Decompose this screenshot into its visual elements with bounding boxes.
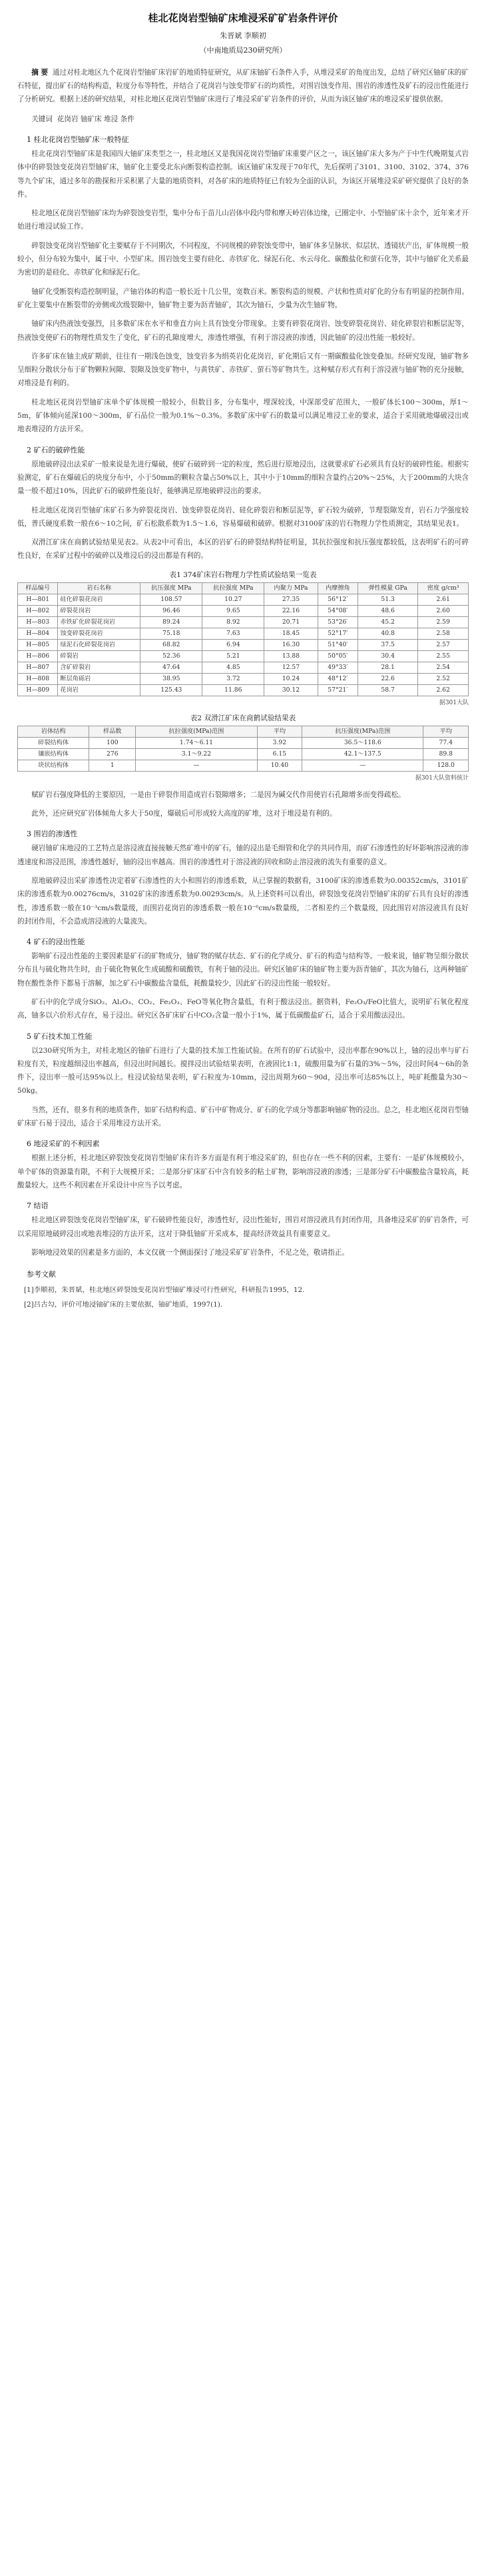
table1 — [17, 582, 469, 696]
table-cell: 22.16 — [264, 605, 318, 616]
abstract-label: 摘 要 — [31, 69, 49, 77]
table-cell: 22.6 — [358, 673, 418, 684]
body-paragraph: 此外，还应研究矿岩体倾角大多大于50度，爆破后可形成较大高度的矿堆，这对于堆浸是有利的。 — [31, 810, 337, 818]
body-paragraph: 矿石中的化学成分SiO₂、Al₂O₃、CO₂、Fe₂O₃、FeO等氧化物含量低，有利于酸法浸出。据资料，Fe₂O₃/FeO比值大，说明矿石氧化程度高，铀多以六价形式存在，易于浸出。研究区各矿床矿石中CO₂含量一般小于1%，属于低碳酸盐矿石，适合于采用酸法浸出。 — [17, 997, 469, 1020]
table2 — [17, 726, 469, 772]
table-cell: 48.6 — [358, 605, 418, 616]
body-paragraph: 铀矿床内热液蚀变强烈，且多数矿床在水平和垂直方向上具有蚀变分带现象。主要有碎裂花岗岩、蚀变碎裂花岗岩、硅化碎裂岩和断层泥等，热液蚀变使矿石的物理性质发生了变化，矿石的孔隙度增大，渗透性增强，有利于溶浸液的渗透，因此铀矿的浸出性能一般较好。 — [17, 320, 469, 342]
table-cell: 51°40′ — [318, 639, 358, 650]
table-header-cell: 抗压强度(MPa)范围 — [302, 726, 423, 737]
table-cell: 3.72 — [202, 673, 264, 684]
table-cell: 125.43 — [140, 684, 202, 696]
table-cell: — — [302, 760, 423, 771]
table-cell: 42.1～137.5 — [302, 748, 423, 760]
table-cell: 2.62 — [418, 684, 469, 696]
table-cell: 30.4 — [358, 650, 418, 662]
table-row — [18, 639, 469, 650]
table-cell: 11.86 — [202, 684, 264, 696]
table-cell: H—801 — [18, 594, 58, 605]
table-cell: 镶嵌结构体 — [18, 748, 89, 760]
body-paragraph: 桂北花岗岩型铀矿床是我国四大铀矿床类型之一，桂北地区又是我国花岗岩型铀矿床重要产区之一，该区铀矿床大多为产于中生代晚期复式岩体中的碎裂蚀变花岗岩型铀矿床，铀矿化主要受北东向断裂构造控制。该区铀矿床发现于70年代，先后探明了3101、3100、3102、374、376等九个矿床，通过多年的勘探和开采积累了大量的地质资料，对各矿床的地质特征已有较为全面的认识，为该区开展堆浸采矿研究提供了良好的条件。 — [17, 150, 469, 199]
table-header-cell: 弹性模量 GPa — [358, 582, 418, 594]
section-heading: 1 桂北花岗岩型铀矿床一般特征 — [27, 135, 129, 144]
table1-caption: 表1 374矿床岩石物理力学性质试验结果一览表 — [169, 570, 317, 579]
table-cell: 96.46 — [140, 605, 202, 616]
table-row — [18, 737, 469, 748]
table-cell: 56°12′ — [318, 594, 358, 605]
keywords — [17, 113, 469, 126]
table-cell: 54°08′ — [318, 605, 358, 616]
body-paragraph: 硬岩铀矿床地浸的工艺特点是溶浸液直接接触天然矿堆中的矿石，铀的浸出是毛细管和化学的共同作用，而矿石渗透性的好坏影响溶浸液的渗透速度和溶浸范围，渗透性越好，铀的浸出率越高。围岩的渗透性对于溶浸液的回收和防止溶浸液的流失有重要的意义。 — [17, 844, 469, 866]
table-cell: 58.7 — [358, 684, 418, 696]
table-cell: H—802 — [18, 605, 58, 616]
body-paragraph: 赋矿岩石强度降低的主要原因，一是由于碎裂作用造成岩石裂隙增多；二是因为碱交代作用使岩石孔隙增多而变得疏松。 — [31, 790, 405, 799]
table-cell: 50°05′ — [318, 650, 358, 662]
table-cell: 13.88 — [264, 650, 318, 662]
body-paragraph: 铀矿化受断裂构造控制明显，产铀岩体的构造一般长近十几公里，宽数百米。断裂构造的规模、产状和性质对矿化的分布有明显的控制作用。矿化主要集中在断裂带的旁侧或次级裂隙中，铀矿物主要为沥青铀矿，其次为铀石，少量为次生铀矿物。 — [17, 287, 469, 309]
table-cell: 28.1 — [358, 662, 418, 673]
table-cell: 49°33′ — [318, 662, 358, 673]
table2-note: 据301大队资料统计 — [415, 774, 469, 782]
table-cell: 5.21 — [202, 650, 264, 662]
body-paragraph: 桂北地区花岗岩型铀矿床单个矿体规模一般较小，但数目多，分布集中，埋深较浅，中深部受矿范围大，一般矿体长100～300m，厚1～5m，矿体倾向延深100～300m，矿石品位一般为0.1%～0.3%。多数矿床中矿石的数量可以满足堆浸工业的要求，适合于采用就地爆破浸出或地表堆浸的方法开采。 — [17, 398, 469, 434]
table-cell: 硅化碎裂花岗岩 — [58, 594, 140, 605]
table-cell: 1.74～6.11 — [136, 737, 257, 748]
section-heading: 6 地浸采矿的不利因素 — [27, 1139, 100, 1149]
table-row — [18, 628, 469, 639]
abstract — [17, 66, 469, 106]
table-cell: 2.54 — [418, 662, 469, 673]
table-cell: 2.60 — [418, 605, 469, 616]
body-paragraph: 碎裂蚀变花岗岩型铀矿化主要赋存于不同期次，不同程度，不同规模的碎裂蚀变带中，铀矿体多呈脉状、似层状、透镜状产出，矿体规模一般较小，但分布较为集中，属于中、小型矿床。围岩蚀变主要有硅化、赤铁矿化、绿泥石化、水云母化、碳酸盐化和萤石化等，其中与铀矿化关系最为密切的是硅化、赤铁矿化和绿泥石化。 — [17, 241, 469, 277]
section-heading: 2 矿石的破碎性能 — [27, 445, 85, 454]
table-cell: 51.3 — [358, 594, 418, 605]
table-cell: H—805 — [18, 639, 58, 650]
table-cell: H—803 — [18, 616, 58, 628]
body-paragraph: 原地破碎浸出法采矿一般来说是先进行爆破，使矿石破碎到一定的粒度，然后进行原地浸出，这就要求矿石必须具有良好的破碎性能。根据实验测定，矿石在爆破后的块度分布中，小于50mm的颗粒含量占50%以上，其中小于10mm的细粒含量约占20%～25%，大于200mm的大块含量一般不超过10%，因此矿石的破碎性能良好，能够满足原地破碎浸出的要求。 — [17, 460, 469, 496]
table1-note: 据301大队 — [439, 699, 469, 706]
table-cell: 6.94 — [202, 639, 264, 650]
table-cell: 7.63 — [202, 628, 264, 639]
table-header-cell: 样品编号 — [18, 582, 58, 594]
table-cell: 276 — [89, 748, 136, 760]
body-paragraph: 桂北地区花岗岩型铀矿床矿石多为碎裂花岗岩、蚀变碎裂花岗岩、硅化碎裂岩和断层泥等，矿石较为破碎，节理裂隙发育，岩石力学强度较低，普氏硬度系数一般在6～10之间，矿石松散系数为1.5～1.6，容易爆破和破碎。根据对3100矿床的岩石物理力学性质测定，其结果见表1。 — [17, 506, 469, 528]
table-header-cell: 平均 — [257, 726, 302, 737]
body-paragraph: 双滑江矿床在商鹤试验结果见表2。从表2中可看出，本区的岩矿石的碎裂结构特征明显，其抗拉强度和抗压强度都较低，这表明矿石的可碎性良好，在采矿过程中的破碎以及堆浸后的浸出都是有利的。 — [17, 538, 469, 560]
table-cell: 含矿碎裂岩 — [58, 662, 140, 673]
sections-part2 — [17, 788, 469, 1259]
table-row — [18, 673, 469, 684]
table-header-cell: 抗拉强度(MPa)范围 — [136, 726, 257, 737]
table-cell: 8.92 — [202, 616, 264, 628]
table-cell: 碎裂花岗岩 — [58, 605, 140, 616]
references-list — [17, 1283, 469, 1311]
body-paragraph: 许多矿床在铀主成矿期前，往往有一期浅色蚀变，蚀变岩多为绢英岩化花岗岩，矿化期后又有一期碳酸盐化蚀变叠加。经研究发现，铀矿物多呈细粒分散状分布于矿物颗粒间隙、裂隙及蚀变矿物中，与黄铁矿、赤铁矿、萤石等矿物共生。这种赋存形式有利于溶浸液与铀矿物的充分接触，对堆浸是有利的。 — [17, 352, 469, 388]
table-row — [18, 650, 469, 662]
table-cell: H—808 — [18, 673, 58, 684]
table-cell: 2.57 — [418, 639, 469, 650]
table-cell: 128.0 — [423, 760, 469, 771]
table-cell: 68.82 — [140, 639, 202, 650]
table2-caption: 表2 双滑江矿床在商鹤试验结果表 — [190, 714, 296, 722]
abstract-text: 通过对桂北地区九个花岗岩型铀矿床岩矿的地质特征研究，从矿床铀矿石条件入手，从堆浸采矿的角度出发，总结了研究区铀矿床的矿石特征，提出矿石的结构构造，粒度分布等特性，并结合了花岗岩与蚀变带矿石的均质性，对围岩蚀变作用、围岩的渗透性及矿石的浸出性能进行了分析研究。根据上述的研究结果，对桂北地区花岗岩型铀矿床进行了堆浸采矿矿岩条件的评价，从而为该区铀矿床的堆浸采矿提供依据。 — [17, 69, 469, 103]
table-cell: 16.30 — [264, 639, 318, 650]
table-cell: 2.61 — [418, 594, 469, 605]
table-row — [18, 616, 469, 628]
body-paragraph: 根据上述分析，桂北地区碎裂蚀变花岗岩型铀矿床有许多方面是有利于堆浸采矿的，但也存在一些不利的因素，主要有：一是矿体规模较小，单个矿体的资源量有限，不利于大规模开采；二是部分矿床矿石中含有较多的粘土矿物，影响溶浸液的渗透；三是部分矿石中碳酸盐含量较高，耗酸量较大。这些不利因素在开采设计中应当予以考虑。 — [17, 1154, 469, 1189]
body-paragraph: 桂北地区碎裂蚀变花岗岩型铀矿床，矿石破碎性能良好，渗透性好，浸出性能好，围岩对溶浸液具有封闭作用，具备堆浸采矿的矿岩条件，可以采用原地破碎浸出或地表堆浸的方法开采，这对于降低铀矿开采成本，提高经济效益具有重要意义。 — [17, 1216, 469, 1238]
table-header-cell: 内摩擦角 — [318, 582, 358, 594]
table-cell: — — [136, 760, 257, 771]
table-cell: 36.5～118.6 — [302, 737, 423, 748]
table-cell: 30.12 — [264, 684, 318, 696]
table-row — [18, 748, 469, 760]
table-cell: 蚀变碎裂花岗岩 — [58, 628, 140, 639]
section-heading: 5 矿石技术加工性能 — [27, 1031, 93, 1041]
table-cell: 52°17′ — [318, 628, 358, 639]
table-cell: 9.65 — [202, 605, 264, 616]
table-cell: 100 — [89, 737, 136, 748]
keywords-text: 花岗岩 铀矿床 堆浸 条件 — [57, 115, 134, 123]
table-cell: 10.27 — [202, 594, 264, 605]
section-heading: 3 围岩的渗透性 — [27, 830, 78, 839]
table-cell: 2.58 — [418, 628, 469, 639]
body-paragraph: 影响地浸效果的因素是多方面的，本文仅就一个侧面探讨了地浸采矿矿岩条件，不足之处，敬请指正。 — [31, 1248, 349, 1257]
table-cell: 2.55 — [418, 650, 469, 662]
body-paragraph: 以230研究所为主，对桂北地区的铀矿石进行了大量的技术加工性能试验。在所有的矿石试验中，浸出率都在90%以上，铀的浸出率与矿石粒度有关，粒度越细浸出率越高，但浸出时间越长。搅拌浸出试验结果表明，在液固比1:1，硫酸用量为矿石量的3%～5%，浸出时间4～6h的条件下，浸出率一般可达95%以上。柱浸试验结果表明，矿石粒度为-10mm，浸出周期为60～90d，浸出率可达85%以上，吨矿耗酸量为30～50kg。 — [17, 1046, 469, 1095]
table-cell: 花岗岩 — [58, 684, 140, 696]
table-cell: 碎裂岩 — [58, 650, 140, 662]
sections-part1 — [17, 134, 469, 563]
table-row — [18, 760, 469, 771]
body-paragraph: 影响矿石浸出性能的主要因素是矿石的矿物成分，铀矿物的赋存状态、矿石的化学成分、矿石的构造与结构等。一般来说，铀矿物呈细分散状分布且与硫化物共生时，由于硫化物氧化生成硫酸和硫酸铁，有利于铀的浸出。研究区铀矿床的铀矿物主要为沥青铀矿，其次为铀石，这两种铀矿物在酸性条件下都易于溶解，加之矿石中碳酸盐含量低，耗酸量较少，因此矿石的浸出性能一般较好。 — [17, 952, 469, 987]
table-cell: 48°12′ — [318, 673, 358, 684]
table-cell: 75.18 — [140, 628, 202, 639]
paper-authors: 朱晋斌 李顺初 — [220, 31, 266, 40]
table-cell: 10.40 — [257, 760, 302, 771]
section-heading: 7 结语 — [27, 1201, 49, 1211]
section-heading: 4 矿石的浸出性能 — [27, 938, 85, 947]
table-cell: 2.59 — [418, 616, 469, 628]
table-cell: 3.92 — [257, 737, 302, 748]
body-paragraph: 原地破碎浸出采矿渗透性决定着矿石渗透性的大小和围岩的渗透系数，从已掌握的数据看，3100矿床的渗透系数为0.00352cm/s，3101矿床的渗透系数为0.00276cm/s，3102矿床的渗透系数为0.00293cm/s。从上述资料可以看出，碎裂蚀变花岗岩型铀矿床的矿石具有良好的渗透性，渗透系数一般在10⁻³cm/s数量级，而围岩花岗岩的渗透系数一般在10⁻⁶cm/s数量级，二者相差约三个数量级，因此围岩对溶浸液具有良好的封闭作用，不会造成溶浸液的大量流失。 — [17, 876, 469, 926]
table-cell: 77.4 — [423, 737, 469, 748]
table-header-cell: 抗压强度 MPa — [140, 582, 202, 594]
table-cell: 108.57 — [140, 594, 202, 605]
table-cell: 2.52 — [418, 673, 469, 684]
table-cell: 3.1～9.22 — [136, 748, 257, 760]
table-cell: 37.5 — [358, 639, 418, 650]
table-cell: 89.8 — [423, 748, 469, 760]
table-cell: 38.95 — [140, 673, 202, 684]
table-cell: 45.2 — [358, 616, 418, 628]
table-cell: 27.35 — [264, 594, 318, 605]
table-cell: 赤铁矿化碎裂花岗岩 — [58, 616, 140, 628]
table-cell: 绿泥石化碎裂花岗岩 — [58, 639, 140, 650]
table-cell: 89.24 — [140, 616, 202, 628]
table-cell: 6.15 — [257, 748, 302, 760]
table-header-cell: 岩体结构 — [18, 726, 89, 737]
table-header-cell: 样品数 — [89, 726, 136, 737]
body-paragraph: 当然，还有，很多有利的地质条件，如矿石结构构造、矿石中矿物成分、矿石的化学成分等都影响铀矿物的浸出。总之，桂北地区花岗岩型铀矿床矿石易于浸出，适合于采用堆浸方法开采。 — [17, 1105, 469, 1128]
table-cell: H—804 — [18, 628, 58, 639]
table-cell: 47.64 — [140, 662, 202, 673]
paper-title: 桂北花岗岩型铀矿床堆浸采矿矿岩条件评价 — [148, 12, 338, 24]
reference-item: [1]李顺初，朱晋斌，桂北地区碎裂蚀变花岗岩型铀矿堆浸可行性研究，科研报告1995，12. — [24, 1286, 305, 1295]
paper-affiliation: （中南地质局230研究所） — [199, 46, 287, 55]
table-header-cell: 岩石名称 — [58, 582, 140, 594]
table-cell: 4.85 — [202, 662, 264, 673]
table-header-cell: 密度 g/cm³ — [418, 582, 469, 594]
reference-item: [2]吕古勾，评价可地浸铀矿床的主要依据，铀矿地质，1997(1). — [24, 1301, 223, 1309]
table-cell: 53°26′ — [318, 616, 358, 628]
references-heading: 参考文献 — [27, 1270, 56, 1279]
table-cell: H—807 — [18, 662, 58, 673]
table-cell: H—809 — [18, 684, 58, 696]
table-row — [18, 684, 469, 696]
body-paragraph: 桂北地区花岗岩型铀矿床均为碎裂蚀变岩型，集中分布于苗儿山岩体中段内带和摩天岭岩体边缘，已圈定中、小型铀矿床十余个，近年来才开始进行堆浸试验工作。 — [17, 209, 469, 231]
table-header-cell: 平均 — [423, 726, 469, 737]
table-cell: 20.71 — [264, 616, 318, 628]
table-row — [18, 605, 469, 616]
keywords-label: 关键词 — [31, 115, 53, 123]
table-cell: 10.24 — [264, 673, 318, 684]
table-cell: 1 — [89, 760, 136, 771]
table-cell: 断层角砾岩 — [58, 673, 140, 684]
table-cell: 40.8 — [358, 628, 418, 639]
table-cell: 52.36 — [140, 650, 202, 662]
table-header-cell: 抗拉强度 MPa — [202, 582, 264, 594]
table-cell: 57°21′ — [318, 684, 358, 696]
table-row — [18, 594, 469, 605]
table-cell: 18.45 — [264, 628, 318, 639]
table-cell: 碎裂结构体 — [18, 737, 89, 748]
table-header-cell: 内聚力 MPa — [264, 582, 318, 594]
table-row — [18, 662, 469, 673]
table-cell: H—806 — [18, 650, 58, 662]
table-cell: 块状结构体 — [18, 760, 89, 771]
table-cell: 12.57 — [264, 662, 318, 673]
